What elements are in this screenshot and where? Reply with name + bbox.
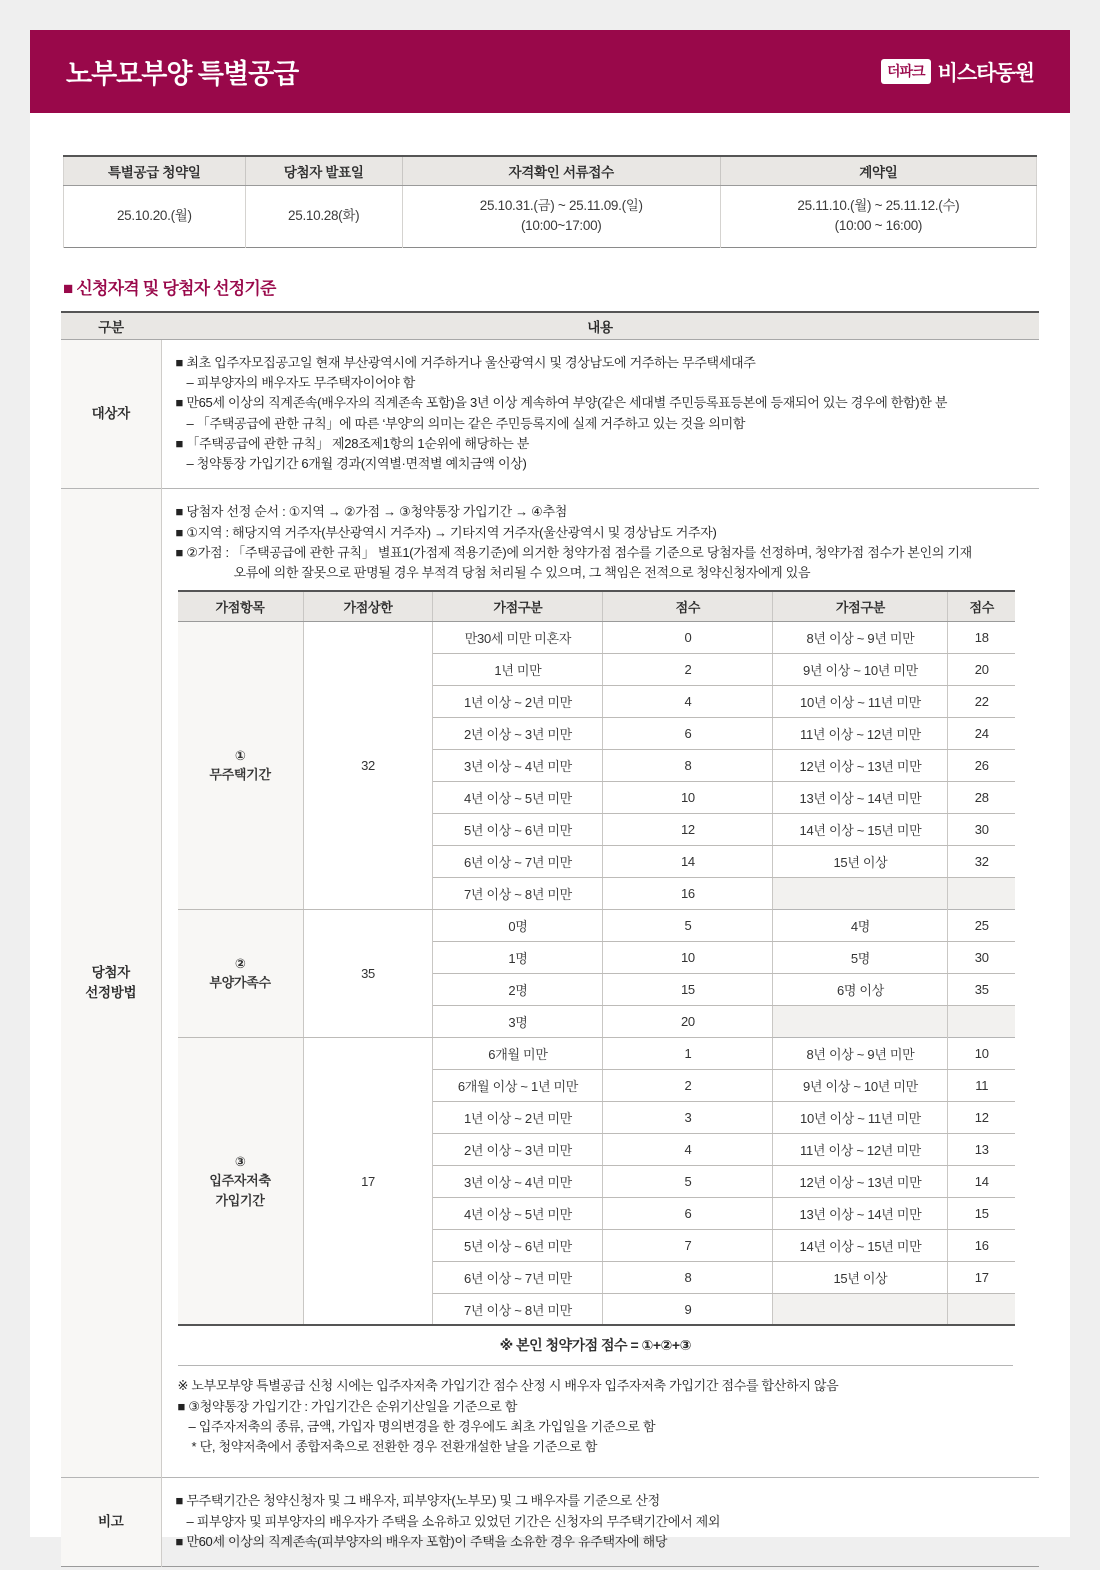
score-range-cell: 5명 [773, 941, 948, 973]
score-value-cell: 11 [948, 1069, 1015, 1101]
method-intro-line: ■ ②가점 : 「주택공급에 관한 규칙」 별표1(가점제 적용기준)에 의거한 청약가점 점수를 기준으로 당첨자를 선정하며, 청약가점 점수가 본인의 기재 [175, 544, 972, 560]
score-range-cell: 10년 이상 ~ 11년 미만 [773, 1101, 948, 1133]
score-range-cell: 2명 [433, 973, 603, 1005]
score-range-cell: 13년 이상 ~ 14년 미만 [773, 781, 948, 813]
schedule-cell: 25.11.10.(월) ~ 25.11.12.(수) (10:00 ~ 16:00) [720, 185, 1036, 247]
score-col-header: 가점구분 [773, 591, 948, 621]
remarks-row-label: 비고 [61, 1478, 161, 1567]
score-value-cell: 20 [948, 653, 1015, 685]
score-range-cell: 2년 이상 ~ 3년 미만 [433, 717, 603, 749]
score-value-cell: 10 [603, 781, 773, 813]
score-range-cell: 6년 이상 ~ 7년 미만 [433, 1261, 603, 1293]
schedule-cell: 25.10.28(화) [245, 185, 402, 247]
section-title: ■ 신청자격 및 당첨자 선정기준 [63, 278, 276, 298]
schedule-col-header: 계약일 [720, 156, 1036, 185]
score-range-cell: 1년 이상 ~ 2년 미만 [433, 1101, 603, 1133]
criteria-header-row [61, 312, 1039, 340]
score-formula: ※ 본인 청약가점 점수 = ①+②+③ [178, 1326, 1014, 1366]
schedule-col-header: 자격확인 서류접수 [402, 156, 720, 185]
target-row-content [161, 340, 1039, 489]
score-value-cell: 5 [603, 1165, 773, 1197]
score-value-cell: 7 [603, 1229, 773, 1261]
schedule-section [63, 155, 1037, 248]
score-value-cell: 26 [948, 749, 1015, 781]
remarks-row-content [161, 1478, 1039, 1567]
score-value-cell: 30 [948, 813, 1015, 845]
remarks-line: – 피부양자 및 피부양자의 배우자가 주택을 소유하고 있었던 기간은 신청자의 무주택기간에서 제외 [186, 1513, 721, 1529]
score-value-cell: 17 [948, 1261, 1015, 1293]
score-value-cell: 9 [603, 1293, 773, 1325]
score-range-cell [773, 877, 948, 909]
score-max-cell: 17 [303, 1037, 433, 1325]
score-value-cell: 14 [948, 1165, 1015, 1197]
score-range-cell: 3년 이상 ~ 4년 미만 [433, 1165, 603, 1197]
score-col-header: 가점상한 [303, 591, 433, 621]
score-value-cell [948, 1005, 1015, 1037]
score-value-cell: 22 [948, 685, 1015, 717]
brand-logo [881, 57, 1034, 87]
score-col-header: 점수 [603, 591, 773, 621]
score-value-cell: 0 [603, 621, 773, 653]
method-intro-block [176, 502, 1026, 582]
score-range-cell: 12년 이상 ~ 13년 미만 [773, 1165, 948, 1197]
remarks-line: ■ 만60세 이상의 직계존속(피부양자의 배우자 포함)이 주택을 소유한 경우 유주택자에 해당 [175, 1533, 668, 1549]
score-range-cell: 6년 이상 ~ 7년 미만 [433, 845, 603, 877]
score-range-cell: 6개월 이상 ~ 1년 미만 [433, 1069, 603, 1101]
target-line: ■ 최초 입주자모집공고일 현재 부산광역시에 거주하거나 울산광역시 및 경상남도에 거주하는 무주택세대주 [175, 355, 756, 370]
method-row-label: 당첨자 선정방법 [61, 489, 161, 1478]
remarks-line: ■ 무주택기간은 청약신청자 및 그 배우자, 피부양자(노부모) 및 그 배우자를 기준으로 산정 [175, 1493, 660, 1509]
title-banner [30, 30, 1070, 113]
score-range-cell: 11년 이상 ~ 12년 미만 [773, 1133, 948, 1165]
schedule-cell: 25.10.31.(금) ~ 25.11.09.(일) (10:00~17:00) [402, 185, 720, 247]
score-value-cell: 15 [603, 973, 773, 1005]
method-row-content [161, 489, 1039, 1478]
col-header-content: 내용 [161, 312, 1039, 340]
score-value-cell: 10 [603, 941, 773, 973]
score-value-cell: 2 [603, 653, 773, 685]
score-value-cell: 18 [948, 621, 1015, 653]
score-value-cell [948, 1293, 1015, 1325]
criteria-table [61, 311, 1039, 1567]
score-value-cell: 12 [603, 813, 773, 845]
schedule-header-row [64, 156, 1037, 185]
score-range-cell: 5년 이상 ~ 6년 미만 [433, 813, 603, 845]
score-value-cell: 15 [948, 1197, 1015, 1229]
method-notes-block [176, 1366, 1026, 1463]
method-intro-line: 오류에 의한 잘못으로 판명될 경우 부적격 당첨 처리될 수 있으며, 그 책임은 전적으로 청약신청자에게 있음 [233, 565, 811, 581]
score-range-cell: 1명 [433, 941, 603, 973]
score-row [178, 1037, 1016, 1069]
schedule-col-header: 특별공급 청약일 [64, 156, 246, 185]
score-value-cell: 20 [603, 1005, 773, 1037]
score-range-cell: 9년 이상 ~ 10년 미만 [773, 1069, 948, 1101]
target-line: – 청약통장 가입기간 6개월 경과(지역별·면적별 예치금액 이상) [186, 456, 527, 472]
score-row [178, 621, 1016, 653]
score-range-cell: 2년 이상 ~ 3년 미만 [433, 1133, 603, 1165]
method-intro-line: ■ 당첨자 선정 순서 : ①지역 → ②가점 → ③청약통장 가입기간 → ④추첨 [175, 504, 568, 520]
score-range-cell: 3년 이상 ~ 4년 미만 [433, 749, 603, 781]
method-row [61, 489, 1039, 1478]
target-row-label: 대상자 [61, 340, 161, 489]
criteria-section [61, 311, 1039, 1567]
score-col-header: 점수 [948, 591, 1015, 621]
score-table-header-row [178, 591, 1016, 621]
score-value-cell: 8 [603, 1261, 773, 1293]
score-value-cell: 2 [603, 1069, 773, 1101]
score-value-cell: 13 [948, 1133, 1015, 1165]
score-value-cell: 24 [948, 717, 1015, 749]
document-card [30, 30, 1070, 1549]
score-item-cell: ③ 입주자저축 가입기간 [178, 1037, 304, 1325]
target-line: ■ 만65세 이상의 직계존속(배우자의 직계존속 포함)을 3년 이상 계속하여 부양(같은 세대별 주민등록표등본에 등재되어 있는 경우에 한함)한 분 [175, 395, 948, 411]
target-line: – 「주택공급에 관한 규칙」에 따른 ‘부양’의 의미는 같은 주민등록지에 실제 거주하고 있는 것을 의미함 [186, 415, 746, 431]
score-range-cell: 5년 이상 ~ 6년 미만 [433, 1229, 603, 1261]
score-range-cell: 9년 이상 ~ 10년 미만 [773, 653, 948, 685]
score-item-cell: ② 부양가족수 [178, 909, 304, 1037]
method-note-line: – 입주자저축의 종류, 금액, 가입자 명의변경을 한 경우에도 최초 가입일을 기준으로 함 [188, 1418, 656, 1434]
score-value-cell: 4 [603, 1133, 773, 1165]
score-range-cell: 4명 [773, 909, 948, 941]
score-col-header: 가점항목 [178, 591, 304, 621]
score-range-cell: 14년 이상 ~ 15년 미만 [773, 813, 948, 845]
target-text-block [176, 353, 1026, 473]
score-range-cell: 14년 이상 ~ 15년 미만 [773, 1229, 948, 1261]
score-value-cell: 16 [948, 1229, 1015, 1261]
score-item-cell: ① 무주택기간 [178, 621, 304, 909]
score-value-cell: 28 [948, 781, 1015, 813]
method-note-line: ※ 노부모부양 특별공급 신청 시에는 입주자저축 가입기간 점수 산정 시 배우자 입주자저축 가입기간 점수를 합산하지 않음 [177, 1378, 839, 1394]
schedule-value-row [64, 185, 1037, 247]
score-range-cell: 1년 이상 ~ 2년 미만 [433, 685, 603, 717]
schedule-table [63, 155, 1037, 248]
remarks-text-block [176, 1491, 1026, 1551]
score-max-cell: 32 [303, 621, 433, 909]
score-value-cell: 14 [603, 845, 773, 877]
score-col-header: 가점구분 [433, 591, 603, 621]
method-note-line: * 단, 청약저축에서 종합저축으로 전환한 경우 전환개설한 날을 기준으로 함 [191, 1439, 598, 1455]
score-range-cell: 8년 이상 ~ 9년 미만 [773, 621, 948, 653]
score-range-cell: 8년 이상 ~ 9년 미만 [773, 1037, 948, 1069]
score-value-cell: 30 [948, 941, 1015, 973]
score-table [178, 590, 1016, 1326]
score-range-cell: 0명 [433, 909, 603, 941]
score-range-cell: 10년 이상 ~ 11년 미만 [773, 685, 948, 717]
page-title: 노부모부양 특별공급 [66, 59, 299, 89]
method-note-line: ■ ③청약통장 가입기간 : 가입기간은 순위기산일을 기준으로 함 [177, 1398, 518, 1414]
score-range-cell: 4년 이상 ~ 5년 미만 [433, 1197, 603, 1229]
score-value-cell: 5 [603, 909, 773, 941]
schedule-cell: 25.10.20.(월) [64, 185, 246, 247]
method-intro-line: ■ ①지역 : 해당지역 거주자(부산광역시 거주자) → 기타지역 거주자(울산광역시 및 경상남도 거주자) [175, 524, 717, 540]
score-value-cell: 12 [948, 1101, 1015, 1133]
brand-name: 비스타동원 [937, 61, 1034, 85]
score-range-cell: 15년 이상 [773, 1261, 948, 1293]
score-range-cell: 12년 이상 ~ 13년 미만 [773, 749, 948, 781]
col-header-category: 구분 [61, 312, 161, 340]
score-value-cell: 6 [603, 717, 773, 749]
score-range-cell: 7년 이상 ~ 8년 미만 [433, 1293, 603, 1325]
score-max-cell: 35 [303, 909, 433, 1037]
score-value-cell: 25 [948, 909, 1015, 941]
score-row [178, 909, 1016, 941]
target-row [61, 340, 1039, 489]
target-line: – 피부양자의 배우자도 무주택자이어야 함 [186, 375, 416, 391]
score-range-cell: 4년 이상 ~ 5년 미만 [433, 781, 603, 813]
score-value-cell: 10 [948, 1037, 1015, 1069]
target-line: ■ 「주택공급에 관한 규칙」 제28조제1항의 1순위에 해당하는 분 [175, 435, 530, 451]
score-value-cell: 32 [948, 845, 1015, 877]
score-range-cell: 15년 이상 [773, 845, 948, 877]
score-value-cell: 1 [603, 1037, 773, 1069]
score-value-cell: 3 [603, 1101, 773, 1133]
score-value-cell [948, 877, 1015, 909]
score-range-cell: 13년 이상 ~ 14년 미만 [773, 1197, 948, 1229]
score-value-cell: 35 [948, 973, 1015, 1005]
remarks-row [61, 1478, 1039, 1567]
score-range-cell: 1년 미만 [433, 653, 603, 685]
score-value-cell: 8 [603, 749, 773, 781]
score-value-cell: 6 [603, 1197, 773, 1229]
score-range-cell [773, 1293, 948, 1325]
schedule-col-header: 당첨자 발표일 [245, 156, 402, 185]
score-range-cell: 6명 이상 [773, 973, 948, 1005]
score-range-cell: 11년 이상 ~ 12년 미만 [773, 717, 948, 749]
score-range-cell [773, 1005, 948, 1037]
score-range-cell: 7년 이상 ~ 8년 미만 [433, 877, 603, 909]
score-range-cell: 3명 [433, 1005, 603, 1037]
score-value-cell: 16 [603, 877, 773, 909]
score-value-cell: 4 [603, 685, 773, 717]
score-range-cell: 만30세 미만 미혼자 [433, 621, 603, 653]
brand-badge: 더파크 [881, 59, 931, 84]
score-range-cell: 6개월 미만 [433, 1037, 603, 1069]
